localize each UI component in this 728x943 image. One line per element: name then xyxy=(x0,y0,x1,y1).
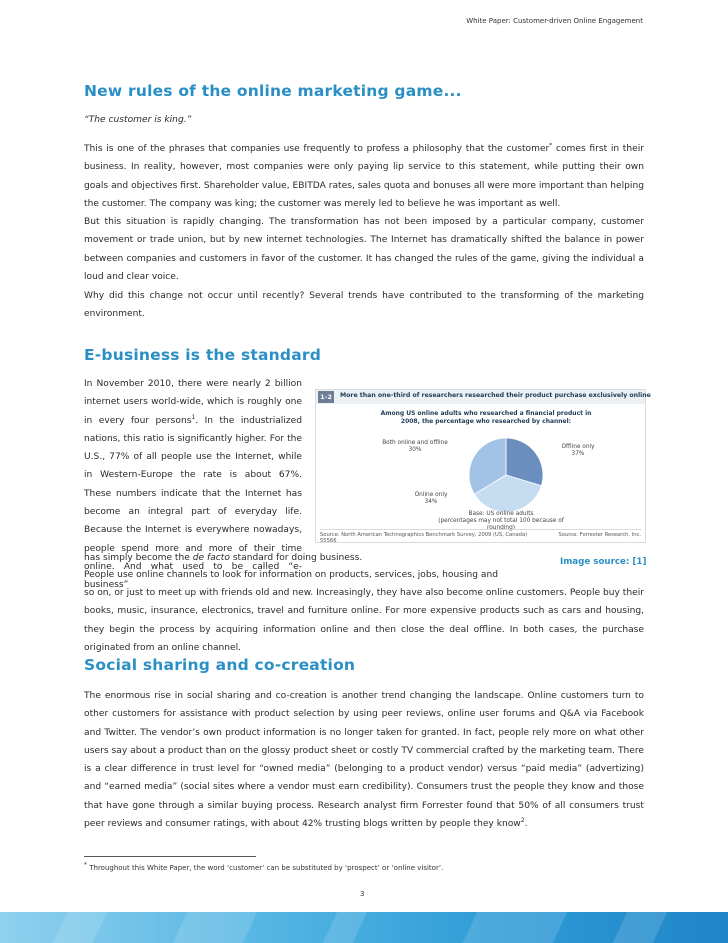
forrester-pie-figure xyxy=(315,389,651,544)
quote: “The customer is king.” xyxy=(84,115,192,125)
figure-base: Base: US online adults xyxy=(468,511,534,517)
slice-label-both-name: Both online and offline xyxy=(382,440,448,446)
slice-label-offline-value: 37% xyxy=(571,451,585,457)
footer-band xyxy=(0,912,728,943)
paragraph-1 xyxy=(84,140,644,213)
figure-id: 55566 xyxy=(320,538,337,544)
figure-subtitle: Among US online adults who researched a financial product in 2008, the percentage who researched by channel: xyxy=(380,410,592,425)
band-stripe xyxy=(323,912,367,943)
slice-label-offline xyxy=(548,444,608,458)
footnote xyxy=(84,861,444,872)
online-channels-line: People use online channels to look for information on products, services, jobs, housing and xyxy=(84,570,499,580)
image-source-link[interactable]: Image source: [1] xyxy=(560,557,647,567)
section-title-e-business: E-business is the standard xyxy=(84,346,321,364)
section-title-social-sharing: Social sharing and co-creation xyxy=(84,656,356,674)
de-facto-line xyxy=(84,549,362,567)
paragraph-2: But this situation is rapidly changing. The transformation has not been imposed by a particular company, customer movement or trade union, but by new internet technologies. The Internet has dramatically shifted the balance in power between companies and customers in favor of the customer. It has changed the rules of the game, giving the individual a loud and clear voice. xyxy=(84,217,644,282)
footnote-text: Throughout this White Paper, the word ‘customer’ can be substituted by ‘prospect’ or ‘online visitor’. xyxy=(87,864,444,872)
band-stripe xyxy=(463,912,567,943)
slice-label-offline-name: Offline only xyxy=(561,444,595,450)
e-business-text-a: In November 2010, there were nearly 2 billion internet users world-wide, which is roughly one in every four persons xyxy=(84,379,302,426)
figure-source-right: Source: Forrester Research, Inc. xyxy=(558,532,641,538)
social-text-b: . xyxy=(524,819,528,830)
slice-label-online xyxy=(408,492,454,506)
slice-label-online-value: 34% xyxy=(424,499,438,505)
section-title-new-rules: New rules of the online marketing game... xyxy=(84,82,462,100)
paragraph-3: Why did this change not occur until recently? Several trends have contributed to the transforming of the marketing environment. xyxy=(84,291,644,320)
footnote-ref-2: 2 xyxy=(520,817,525,825)
social-text-a: The enormous rise in social sharing and co-creation is another trend changing the landscape. Online customers turn to other customers for assistance with product selection by using peer reviews, online user forums and Q&A via Facebook and Twitter. The vendor’s own product information is no longer taken for granted. In fact, people rely more on what other users say about a product than on the glossy product sheet or costly TV commercial crafted by the marketing team. There is a clear difference in trust level for “owned media” (belonging to a product vendor) versus “paid media” (advertizing) and “earned media” (social sites where a vendor must earn credibility). Consumers trust the people they know and those that have gone through a similar buying process. Research analyst firm Forrester found that 50% of all consumers trust peer reviews and consumer ratings, with about 42% trusting blogs written by people they know xyxy=(84,691,644,830)
running-header: White Paper: Customer-driven Online Engagement xyxy=(466,17,643,25)
paragraph-social xyxy=(84,687,644,833)
de-facto-pre: has simply become the xyxy=(84,553,193,563)
footnote-ref-star: * xyxy=(549,141,553,149)
figure-source: Source: North American Technographics Benchmark Survey, 2009 (US, Canada) xyxy=(320,532,528,538)
slice-label-both xyxy=(370,440,460,454)
band-stripe xyxy=(613,912,667,943)
footnote-divider xyxy=(84,856,256,857)
footnote-marker: * xyxy=(84,861,87,869)
e-business-text-b: . In the industrialized nations, this ratio is significantly higher. For the U.S., 77% of all people use the Internet, while in Western-Europe the rate is about 67%. These numbers indicate that the Internet has become an integral part of everyday life. Because the Internet is everywhere nowadays, people spend more and more of their time online. And what used to be called “e-business” xyxy=(84,415,302,591)
figure-footer xyxy=(320,529,641,544)
paragraph-1-text-a: This is one of the phrases that companies use frequently to profess a philosophy that the customer xyxy=(84,144,550,154)
paragraph-e-business-rest: so on, or just to meet up with friends old and new. Increasingly, they have also become online customers. People buy their books, music, insurance, electronics, travel and furniture online. For more expensive products such as cars and housing, they begin the process by acquiring information online and then close the deal offline. In both cases, the purchase originated from an online channel. xyxy=(84,588,644,653)
paragraph-1-text-b: comes first in their business. In reality, however, most companies were only paying lip service to this statement, while putting their own goals and objectives first. Shareholder value, EBITDA rates, sales quota and bonuses all were more important than helping the customer. The company was king; the customer was merely led to believe he was important as well. xyxy=(84,144,644,209)
figure-number: 1-2 xyxy=(318,391,334,403)
de-facto-post: standard for doing business. xyxy=(229,553,363,563)
de-facto-em: de facto xyxy=(192,553,230,563)
page-number: 3 xyxy=(360,890,365,898)
band-stripe xyxy=(173,912,257,943)
figure-base-rounding: (percentages may not total 100 because of rounding) xyxy=(438,518,564,531)
band-stripe xyxy=(53,912,107,943)
slice-label-online-name: Online only xyxy=(414,492,448,498)
slice-label-both-value: 30% xyxy=(408,447,422,453)
footnote-ref-1: 1 xyxy=(191,413,196,421)
figure-title: More than one-third of researchers researched their product purchase exclusively online xyxy=(340,392,651,399)
